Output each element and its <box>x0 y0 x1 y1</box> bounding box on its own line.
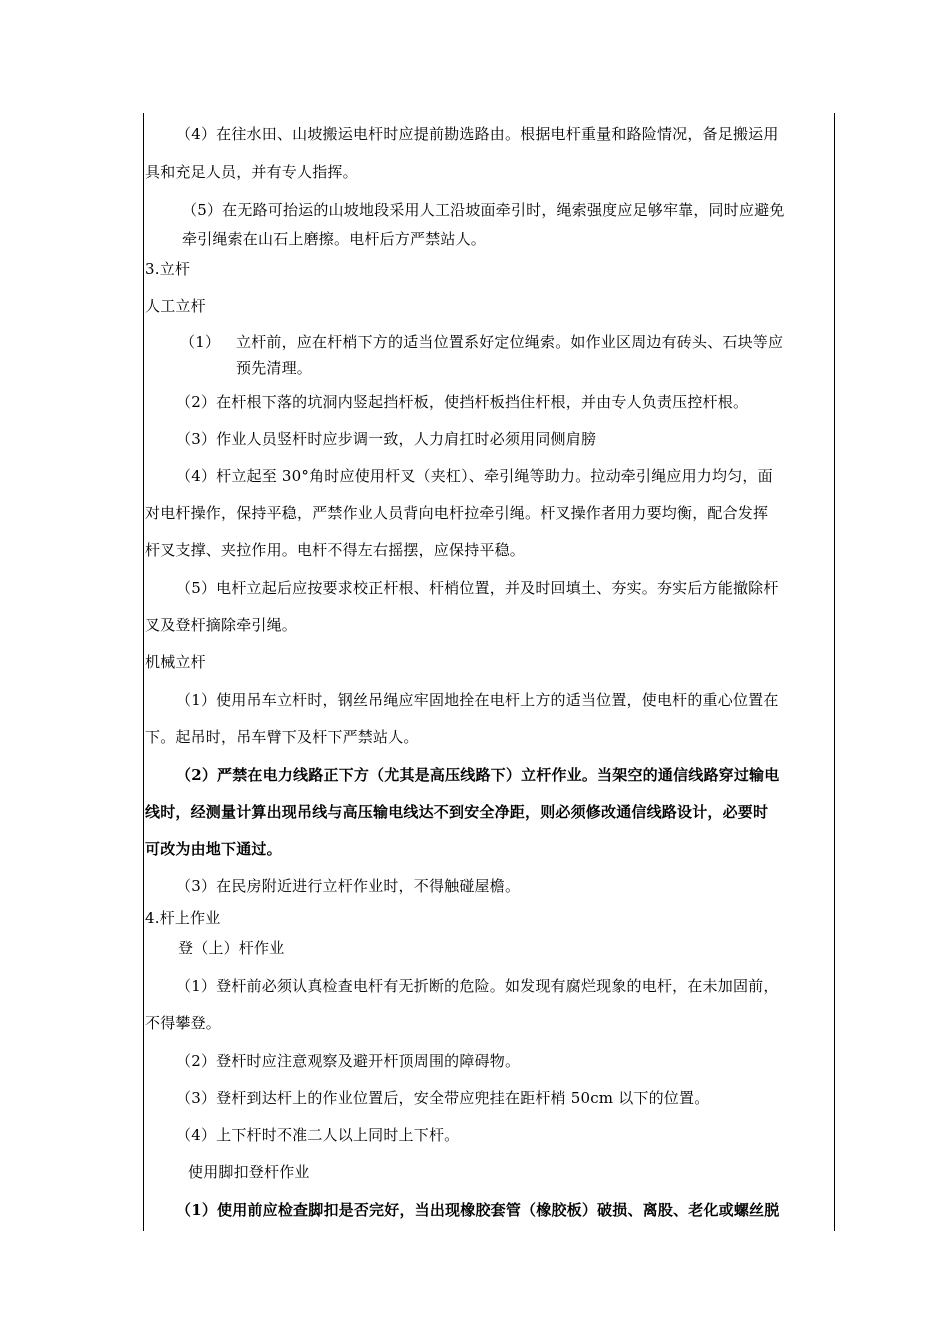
text-line: （3）登杆到达杆上的作业位置后，安全带应兜挂在距杆梢 50cm 以下的位置。 <box>176 1089 710 1107</box>
text-line: （2）严禁在电力线路正下方（尤其是高压线路下）立杆作业。当架空的通信线路穿过输电 <box>176 766 780 784</box>
text-line: 机械立杆 <box>145 653 206 671</box>
text-line: 3.立杆 <box>145 260 191 278</box>
text-line: （1）登杆前必须认真检查电杆有无折断的危险。如发现有腐烂现象的电杆，在未加固前， <box>176 977 779 995</box>
text-line: 立杆前，应在杆梢下方的适当位置系好定位绳索。如作业区周边有砖头、石块等应 <box>236 333 784 351</box>
text-line: （5）在无路可抬运的山坡地段采用人工沿坡面牵引时，绳索强度应足够牢靠，同时应避免 <box>182 201 785 219</box>
text-line: （2）在杆根下落的坑洞内竖起挡杆板，使挡杆板挡住杆根，并由专人负责压控杆根。 <box>176 393 749 411</box>
text-line: （1）使用前应检查脚扣是否完好，当出现橡胶套管（橡胶板）破损、离股、老化或螺丝脱 <box>176 1201 780 1219</box>
text-line: 登（上）杆作业 <box>178 939 285 957</box>
text-line: （2）登杆时应注意观察及避开杆顶周围的障碍物。 <box>176 1052 521 1070</box>
text-line: （4）上下杆时不准二人以上同时上下杆。 <box>176 1126 460 1144</box>
text-line: 具和充足人员，并有专人指挥。 <box>145 163 358 181</box>
text-line: （3）作业人员竖杆时应步调一致，人力肩扛时必须用同侧肩膀 <box>176 430 597 448</box>
text-line: 叉及登杆摘除牵引绳。 <box>145 616 298 634</box>
text-line: 4.杆上作业 <box>145 909 221 927</box>
text-line: （4）在往水田、山坡搬运电杆时应提前勘选路由。根据电杆重量和路险情况，备足搬运用 <box>176 125 779 143</box>
text-line: （1） <box>180 333 221 351</box>
text-line: 可改为由地下通过。 <box>145 840 282 858</box>
text-line: 对电杆操作，保持平稳，严禁作业人员背向电杆拉牵引绳。杆叉操作者用力要均衡，配合发挥 <box>145 504 769 522</box>
text-line: 线时，经测量计算出现吊线与高压输电线达不到安全净距，则必须修改通信线路设计，必要时 <box>145 803 769 821</box>
text-line: 牵引绳索在山石上磨擦。电杆后方严禁站人。 <box>182 230 487 248</box>
text-line: 下。起吊时，吊车臂下及杆下严禁站人。 <box>145 728 419 746</box>
text-line: （1）使用吊车立杆时，钢丝吊绳应牢固地拴在电杆上方的适当位置，使电杆的重心位置在 <box>176 691 779 709</box>
text-line: （3）在民房附近进行立杆作业时，不得触碰屋檐。 <box>176 877 521 895</box>
text-line: （5）电杆立起后应按要求校正杆根、杆梢位置，并及时回填土、夯实。夯实后方能撤除杆 <box>176 579 779 597</box>
text-line: 使用脚扣登杆作业 <box>188 1163 310 1181</box>
text-line: 人工立杆 <box>145 297 206 315</box>
text-line: 不得攀登。 <box>145 1014 222 1032</box>
text-line: 预先清理。 <box>236 359 313 377</box>
text-line: 杆叉支撑、夹拉作用。电杆不得左右摇摆，应保持平稳。 <box>145 541 526 559</box>
text-line: （4）杆立起至 30°角时应使用杆叉（夹杠）、牵引绳等助力。拉动牵引绳应用力均匀，面 <box>176 467 773 485</box>
